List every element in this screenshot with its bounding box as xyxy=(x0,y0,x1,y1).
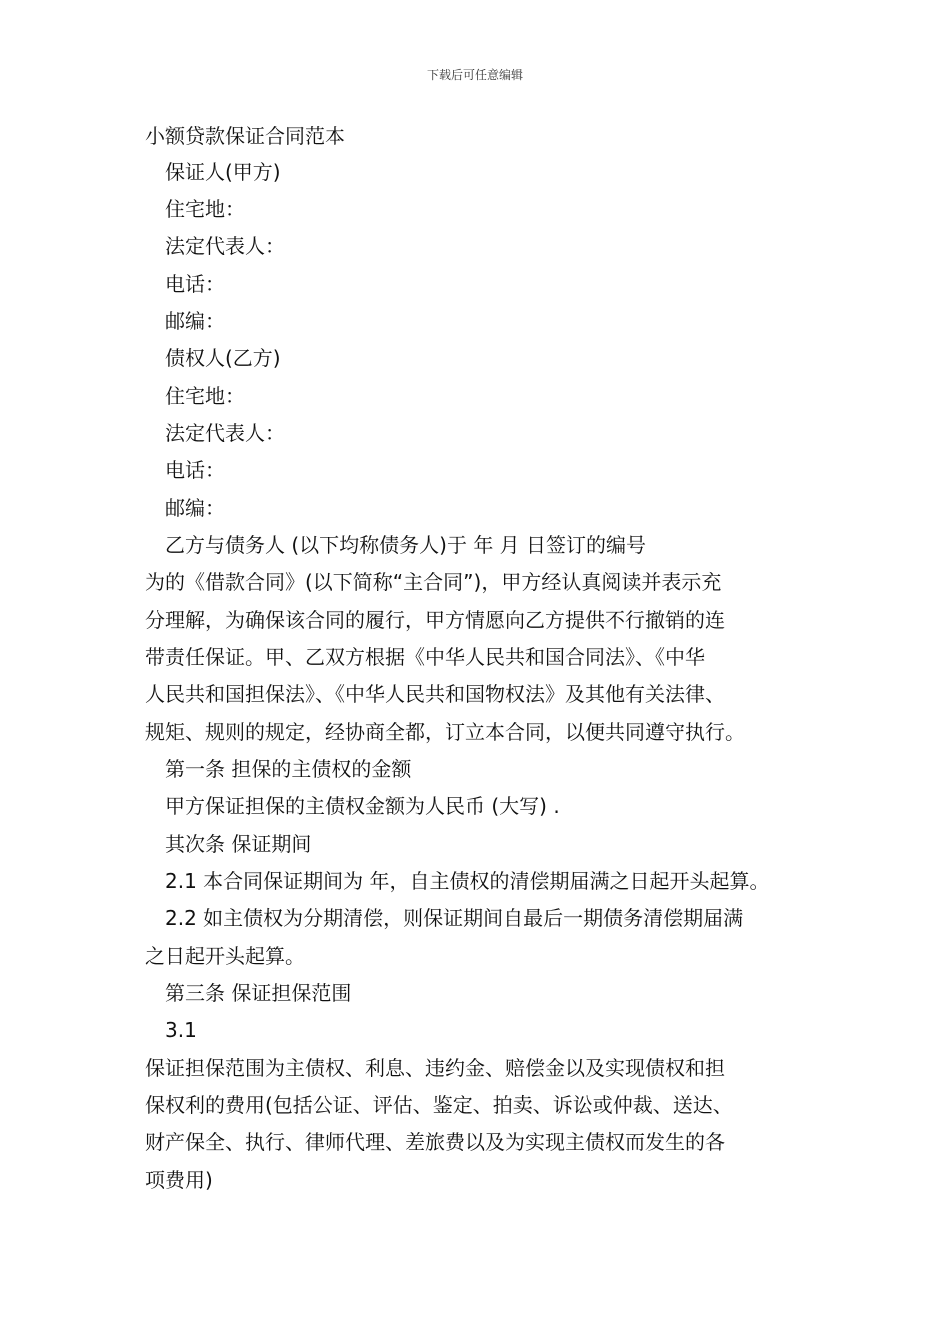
article-1-heading: 第一条 担保的主债权的金额 xyxy=(165,757,412,781)
clause-3-1-line: 项费用) xyxy=(145,1168,213,1192)
clause-3-1-number: 3.1 xyxy=(165,1018,197,1042)
creditor-representative-label: 法定代表人： xyxy=(165,421,285,445)
clause-2-2-line: 之日起开头起算。 xyxy=(145,944,305,968)
clause-3-1-line: 保证担保范围为主债权、利息、违约金、赔偿金以及实现债权和担 xyxy=(145,1056,725,1080)
document-title: 小额贷款保证合同范本 xyxy=(145,124,345,148)
clause-2-1: 2.1 本合同保证期间为 年，自主债权的清偿期届满之日起开头起算。 xyxy=(165,869,770,893)
preamble-line: 为的《借款合同》(以下简称“主合同”)，甲方经认真阅读并表示充 xyxy=(145,570,722,594)
preamble-line: 分理解，为确保该合同的履行，甲方情愿向乙方提供不行撤销的连 xyxy=(145,608,725,632)
guarantor-postcode-label: 邮编： xyxy=(165,309,225,333)
creditor-phone-label: 电话： xyxy=(165,458,225,482)
creditor-postcode-label: 邮编： xyxy=(165,496,225,520)
article-2-heading: 其次条 保证期间 xyxy=(165,832,312,856)
clause-2-2-line: 2.2 如主债权为分期清偿，则保证期间自最后一期债务清偿期届满 xyxy=(165,906,744,930)
page-header-note: 下载后可任意编辑 xyxy=(426,68,523,82)
article-3-heading: 第三条 保证担保范围 xyxy=(165,981,352,1005)
guarantor-address-label: 住宅地： xyxy=(165,197,245,221)
article-1-text: 甲方保证担保的主债权金额为人民币 (大写) . xyxy=(165,794,560,818)
clause-3-1-line: 保权利的费用(包括公证、评估、鉴定、拍卖、诉讼或仲裁、送达、 xyxy=(145,1093,733,1117)
guarantor-heading: 保证人(甲方) xyxy=(165,160,281,184)
preamble-line: 乙方与债务人 (以下均称债务人)于 年 月 日签订的编号 xyxy=(165,533,647,557)
preamble-line: 人民共和国担保法》、《中华人民共和国物权法》及其他有关法律、 xyxy=(145,682,725,706)
preamble-line: 带责任保证。甲、乙双方根据《中华人民共和国合同法》、《中华 xyxy=(145,645,705,669)
preamble-line: 规矩、规则的规定，经协商全都，订立本合同，以便共同遵守执行。 xyxy=(145,720,745,744)
creditor-address-label: 住宅地： xyxy=(165,384,245,408)
guarantor-phone-label: 电话： xyxy=(165,272,225,296)
guarantor-representative-label: 法定代表人： xyxy=(165,234,285,258)
creditor-heading: 债权人(乙方) xyxy=(165,346,281,370)
clause-3-1-line: 财产保全、执行、律师代理、差旅费以及为实现主债权而发生的各 xyxy=(145,1130,725,1154)
